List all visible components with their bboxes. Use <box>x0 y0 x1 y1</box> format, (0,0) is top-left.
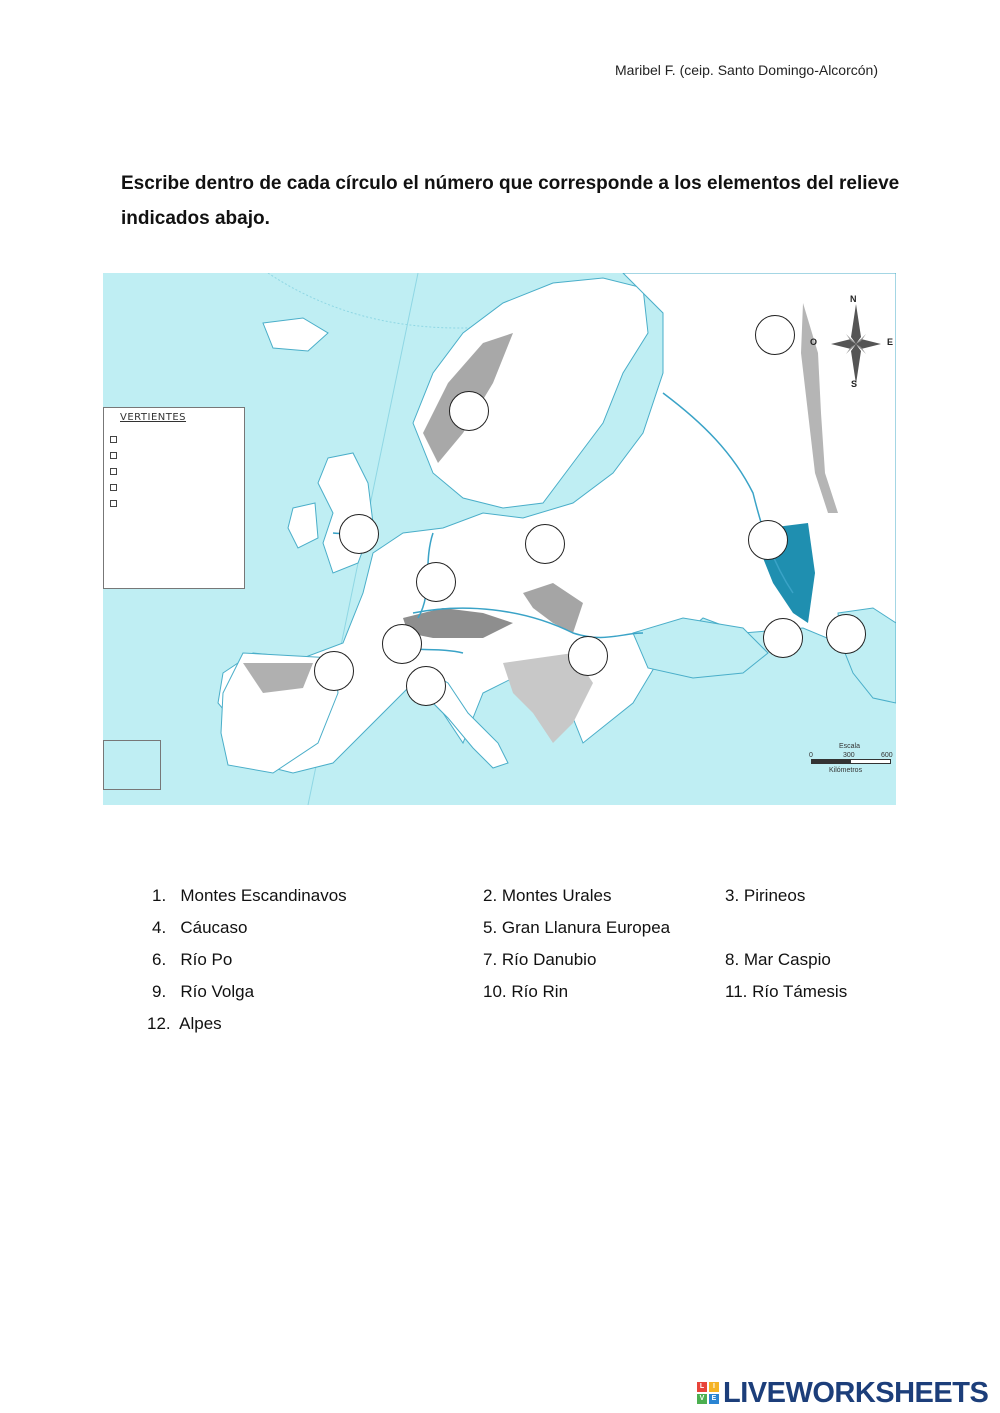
list-item: 4. Cáucaso <box>152 918 248 937</box>
list-item: 5. Gran Llanura Europea <box>483 918 671 937</box>
compass-rose-icon <box>826 299 886 389</box>
scale-tick: 0 <box>809 752 813 759</box>
legend-swatch <box>110 452 117 459</box>
compass-west: O <box>810 337 818 347</box>
answer-circle[interactable] <box>382 624 422 664</box>
scale-tick: 300 <box>843 752 855 759</box>
answer-circle[interactable] <box>826 614 866 654</box>
compass-east: E <box>887 337 894 347</box>
scale-unit: Kilómetros <box>829 767 863 774</box>
answer-circle[interactable] <box>525 524 565 564</box>
watershed-legend <box>103 407 245 589</box>
list-item: 1. Montes Escandinavos <box>152 886 347 905</box>
list-item: 7. Río Danubio <box>483 950 597 969</box>
canary-islands-inset <box>103 740 161 790</box>
list-item: 3. Pirineos <box>725 886 806 905</box>
legend-swatch <box>110 468 117 475</box>
answer-circle[interactable] <box>755 315 795 355</box>
logo-mark-icon: L I V E <box>697 1382 719 1404</box>
list-item: 8. Mar Caspio <box>725 950 831 969</box>
legend-title: VERTIENTES <box>120 412 187 423</box>
answer-circle[interactable] <box>314 651 354 691</box>
answer-circle[interactable] <box>763 618 803 658</box>
answer-circle[interactable] <box>748 520 788 560</box>
europe-map <box>103 273 896 805</box>
answer-circle[interactable] <box>416 562 456 602</box>
legend-swatch <box>110 500 117 507</box>
legend-swatch <box>110 436 117 443</box>
list-item: 12. Alpes <box>147 1014 222 1033</box>
instructions: Escribe dentro de cada círculo el número que corresponde a los elementos del relieve indicados abajo. <box>121 173 900 229</box>
list-item: 6. Río Po <box>152 950 233 969</box>
answer-circle[interactable] <box>568 636 608 676</box>
list-item: 9. Río Volga <box>152 982 255 1001</box>
author-credit: Maribel F. (ceip. Santo Domingo-Alcorcón) <box>615 62 878 78</box>
scale-tick: 600 <box>881 752 893 759</box>
brand-name: LIVEWORKSHEETS <box>723 1376 989 1409</box>
answer-circle[interactable] <box>449 391 489 431</box>
scale-title: Escala <box>839 743 861 750</box>
answer-circle[interactable] <box>339 514 379 554</box>
compass-north: N <box>850 294 857 304</box>
scale-graphic <box>811 759 891 764</box>
liveworksheets-logo <box>697 1377 988 1409</box>
list-item: 10. Río Rin <box>483 982 569 1001</box>
list-item: 11. Río Támesis <box>725 982 848 1001</box>
list-item: 2. Montes Urales <box>483 886 612 905</box>
legend-swatch <box>110 484 117 491</box>
compass-south: S <box>851 379 858 389</box>
answer-circle[interactable] <box>406 666 446 706</box>
